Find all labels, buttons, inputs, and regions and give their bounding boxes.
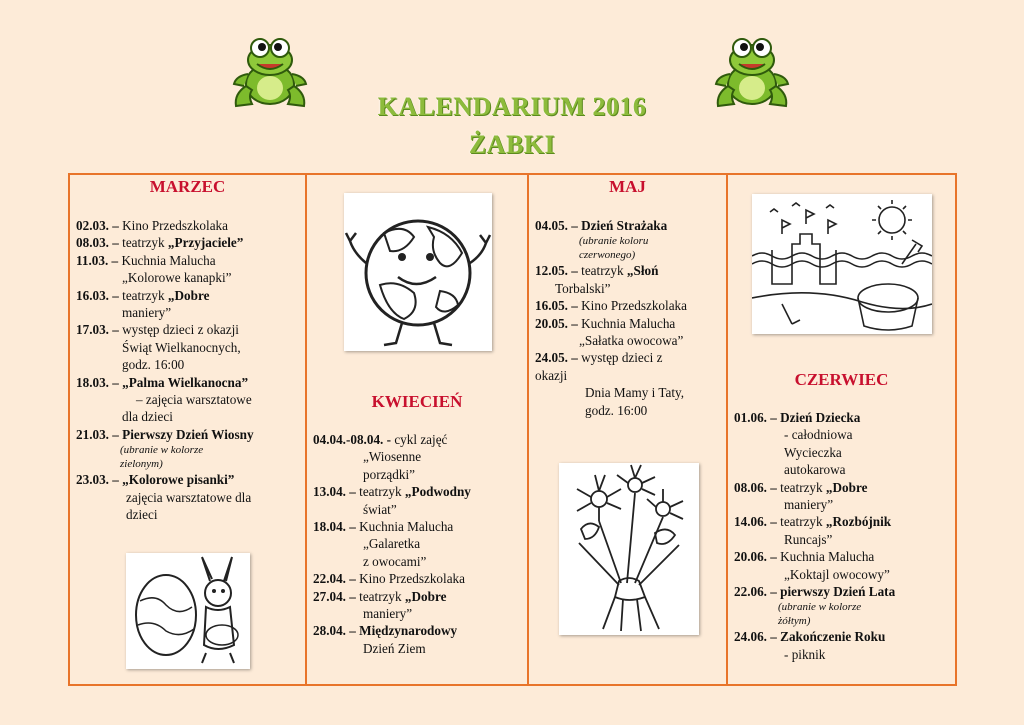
list-item: „Galaretka	[363, 536, 421, 552]
list-item: 08.06. – teatrzyk „Dobre	[734, 479, 868, 495]
list-item: 16.03. – teatrzyk „Dobre	[76, 287, 210, 303]
list-item: 14.06. – teatrzyk „Rozbójnik	[734, 514, 892, 530]
list-item: z owocami”	[363, 553, 427, 569]
list-item: 01.06. – Dzień Dziecka	[734, 410, 861, 425]
list-item: 18.03. – „Palma Wielkanocna”	[76, 374, 249, 390]
column-czerwiec	[728, 175, 955, 684]
list-item: Dzień Ziem	[363, 640, 426, 656]
list-item: Torbalski”	[555, 280, 611, 296]
list-item: 04.05. – Dzień Strażaka	[535, 218, 668, 233]
list-item: Wycieczka	[784, 444, 842, 460]
column-marzec	[70, 175, 307, 684]
calendar-table	[68, 173, 957, 686]
list-item: (ubranie w kolorze	[778, 601, 862, 614]
list-item: (ubranie w kolorze	[120, 444, 204, 457]
column-maj	[529, 175, 728, 684]
list-item: 28.04. – Międzynarodowy	[313, 623, 458, 639]
list-item: 20.06. – Kuchnia Malucha	[734, 549, 875, 565]
list-item: 22.06. – pierwszy Dzień Lata	[734, 584, 896, 600]
list-item: 18.04. – Kuchnia Malucha	[313, 519, 454, 535]
list-item: „Sałatka owocowa”	[579, 333, 684, 349]
list-item: 11.03. – Kuchnia Malucha	[76, 252, 216, 268]
list-item: 21.03. – Pierwszy Dzień Wiosny	[76, 426, 254, 442]
list-item: okazji	[535, 367, 568, 383]
page-title: KALENDARIUM 2016	[377, 92, 647, 121]
month-heading-kwiecien: KWIECIEŃ	[371, 392, 463, 411]
list-item: Świąt Wielkanocnych,	[122, 339, 241, 355]
list-item: dla dzieci	[122, 409, 173, 425]
events-kwiecien	[313, 431, 523, 657]
list-item: „Kolorowe kanapki”	[122, 270, 232, 286]
page-subtitle: ŻABKI	[468, 130, 556, 159]
sandcastle-beach-icon	[752, 194, 932, 334]
month-heading-maj: MAJ	[609, 177, 646, 196]
list-item: - piknik	[784, 646, 826, 662]
month-heading-marzec: MARZEC	[149, 177, 226, 196]
list-item: żółtym)	[778, 615, 811, 628]
list-item: Runcajs”	[784, 531, 833, 547]
month-heading-czerwiec: CZERWIEC	[794, 370, 889, 389]
list-item: zajęcia warsztatowe dla	[126, 489, 252, 505]
list-item: 13.04. – teatrzyk „Podwodny	[313, 484, 471, 500]
list-item: - całodniowa	[784, 427, 853, 443]
list-item: 02.03. – Kino Przedszkolaka	[76, 218, 228, 233]
list-item: – zajęcia warsztatowe	[136, 392, 252, 408]
list-item: 24.06. – Zakończenie Roku	[734, 629, 886, 645]
events-maj	[535, 217, 722, 419]
events-czerwiec	[734, 409, 951, 663]
list-item: godz. 16:00	[585, 402, 648, 418]
list-item: 17.03. – występ dzieci z okazji	[76, 322, 239, 338]
list-item: porządki”	[363, 466, 415, 482]
list-item: godz. 16:00	[122, 357, 185, 373]
easter-bunny-egg-icon	[126, 553, 250, 669]
list-item: zielonym)	[120, 458, 163, 471]
list-item: 22.04. – Kino Przedszkolaka	[313, 571, 465, 587]
list-item: 12.05. – teatrzyk „Słoń	[535, 263, 659, 279]
earth-globe-icon	[344, 193, 492, 351]
flower-bouquet-icon	[559, 463, 699, 635]
list-item: maniery”	[784, 497, 834, 513]
list-item: 20.05. – Kuchnia Malucha	[535, 315, 676, 331]
column-kwiecien	[307, 175, 529, 684]
list-item: „Koktajl owocowy”	[784, 566, 890, 582]
list-item: maniery”	[363, 606, 413, 622]
list-item: 04.04.-08.04. - cykl zajęć	[313, 432, 448, 447]
list-item: świat”	[363, 501, 397, 517]
list-item: dzieci	[126, 507, 158, 523]
list-item: autokarowa	[784, 462, 846, 478]
list-item: 27.04. – teatrzyk „Dobre	[313, 588, 447, 604]
list-item: 08.03. – teatrzyk „Przyjaciele”	[76, 235, 244, 251]
list-item: „Wiosenne	[363, 449, 422, 465]
list-item: 23.03. – „Kolorowe pisanki”	[76, 472, 235, 488]
list-item: czerwonego)	[579, 249, 636, 262]
list-item: 16.05. – Kino Przedszkolaka	[535, 298, 687, 314]
list-item: maniery”	[122, 305, 172, 321]
list-item: (ubranie koloru	[579, 235, 649, 248]
list-item: 24.05. – występ dzieci z	[535, 350, 663, 366]
events-marzec	[76, 217, 301, 524]
list-item: Dnia Mamy i Taty,	[585, 385, 685, 401]
